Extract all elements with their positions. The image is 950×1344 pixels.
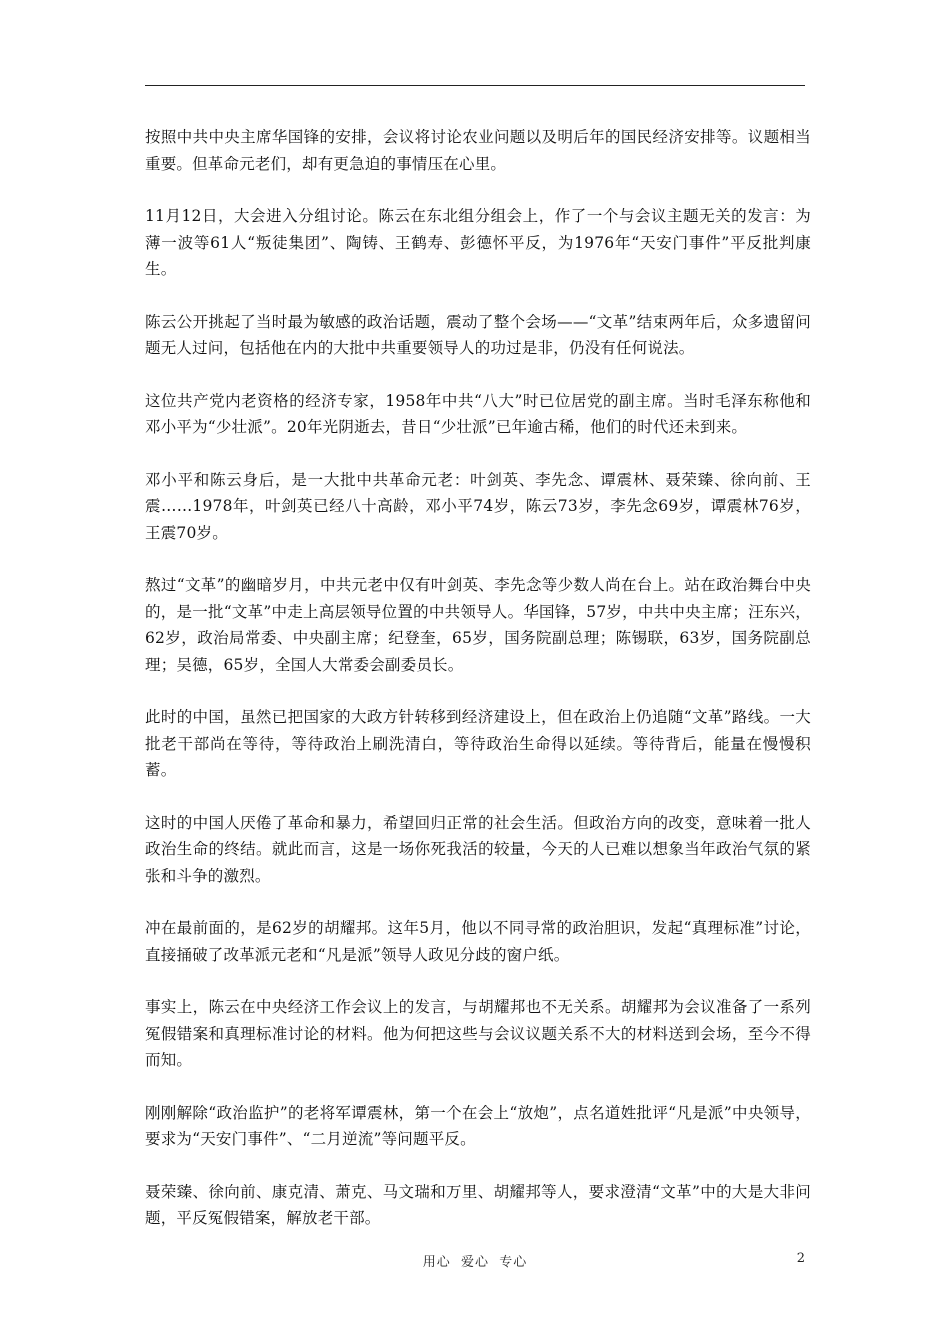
paragraph: 熬过“文革”的幽暗岁月，中共元老中仅有叶剑英、李先念等少数人尚在台上。站在政治舞台中央的，是一批“文革”中走上高层领导位置的中共领导人。华国锋，57岁，中共中央主席；汪东兴，62岁，政治局常委、中央副主席；纪登奎，65岁，国务院副总理；陈锡联，63岁，国务院副总理；吴德，65岁，全国人大常委会副委员长。 (145, 576, 811, 674)
paragraph: 聂荣臻、徐向前、康克清、萧克、马文瑞和万里、胡耀邦等人，要求澄清“文革”中的大是大非问题，平反冤假错案，解放老干部。 (145, 1182, 811, 1227)
paragraph: 邓小平和陈云身后，是一大批中共革命元老：叶剑英、李先念、谭震林、聂荣臻、徐向前、王震……1978年，叶剑英已经八十高龄，邓小平74岁，陈云73岁，李先念69岁，谭震林76岁，王震70岁。 (145, 470, 811, 542)
paragraph: 此时的中国，虽然已把国家的大政方针转移到经济建设上，但在政治上仍追随“文革”路线。一大批老干部尚在等待，等待政治上刷洗清白，等待政治生命得以延续。等待背后，能量在慢慢积蓄。 (145, 708, 811, 779)
body-text (145, 124, 811, 1258)
header-rule (145, 85, 805, 86)
paragraph: 刚刚解除“政治监护”的老将军谭震林，第一个在会上“放炮”，点名道姓批评“凡是派”中央领导，要求为“天安门事件”、“二月逆流”等问题平反。 (145, 1103, 811, 1148)
paragraph: 按照中共中央主席华国锋的安排，会议将讨论农业问题以及明后年的国民经济安排等。议题相当重要。但革命元老们，却有更急迫的事情压在心里。 (145, 128, 811, 173)
paragraph: 陈云公开挑起了当时最为敏感的政治话题，震动了整个会场——“文革”结束两年后，众多遗留问题无人过问，包括他在内的大批中共重要领导人的功过是非，仍没有任何说法。 (145, 312, 811, 357)
footer-motto: 用心 爱心 专心 (422, 1255, 528, 1270)
paragraph: 事实上，陈云在中央经济工作会议上的发言，与胡耀邦也不无关系。胡耀邦为会议准备了一系列冤假错案和真理标准讨论的材料。他为何把这些与会议议题关系不大的材料送到会场，至今不得而知。 (145, 998, 811, 1069)
paragraph: 11月12日，大会进入分组讨论。陈云在东北组分组会上，作了一个与会议主题无关的发言：为薄一波等61人“叛徒集团”、陶铸、王鹤寿、彭德怀平反，为1976年“天安门事件”平反批判康生。 (145, 207, 811, 278)
paragraph: 这位共产党内老资格的经济专家，1958年中共“八大”时已位居党的副主席。当时毛泽东称他和邓小平为“少壮派”。20年光阴逝去，昔日“少壮派”已年逾古稀，他们的时代还未到来。 (145, 391, 811, 436)
paragraph: 这时的中国人厌倦了革命和暴力，希望回归正常的社会生活。但政治方向的改变，意味着一批人政治生命的终结。就此而言，这是一场你死我活的较量，今天的人已难以想象当年政治气氛的紧张和斗争的激烈。 (145, 813, 811, 885)
paragraph: 冲在最前面的，是62岁的胡耀邦。这年5月，他以不同寻常的政治胆识，发起“真理标准”讨论，直接捅破了改革派元老和“凡是派”领导人政见分歧的窗户纸。 (145, 919, 811, 964)
page-number: 2 (796, 1251, 805, 1266)
